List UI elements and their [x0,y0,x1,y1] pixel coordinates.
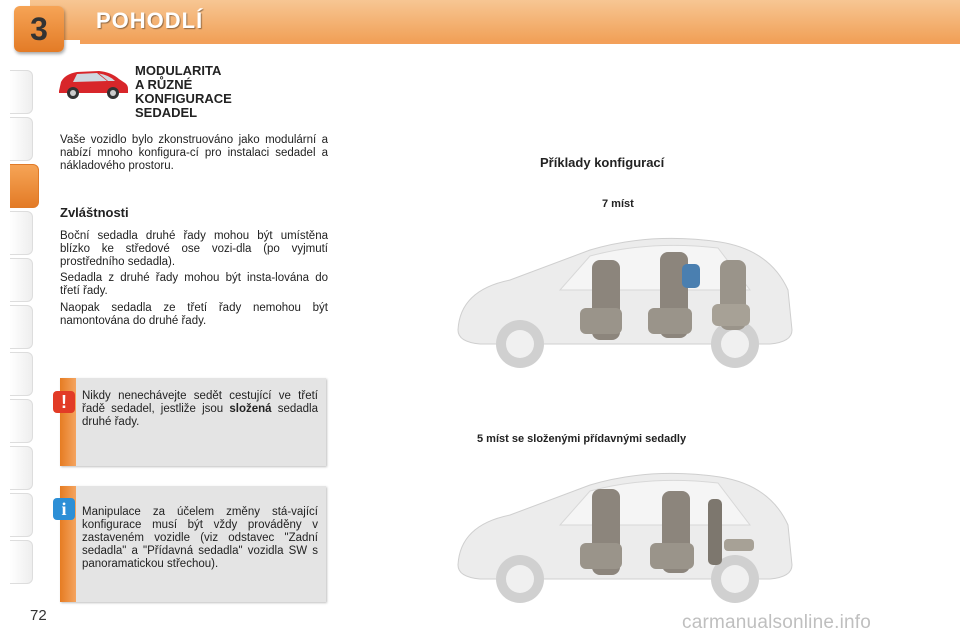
chapter-tab-active[interactable] [10,164,39,208]
exclamation-icon: ! [53,391,75,413]
configurations-title: Příklady konfigurací [540,155,665,170]
intro-paragraph: Vaše vozidlo bylo zkonstruováno jako modulární a nabízí mnoho konfigura-cí pro instalaci sedadel a nákladového prostoru. [60,134,328,172]
configuration-caption-5-seats: 5 míst se složenými přídavnými sedadly [477,433,687,445]
info-icon: i [53,498,75,520]
chapter-tab[interactable] [10,352,33,396]
chapter-tab[interactable] [10,258,33,302]
info-note-text: Manipulace za účelem změny stá-vající konfigurace musí být vždy prováděny v zastaveném vozidle (viz odstavec "Zadní sedadla" a "Přídavná sedadla" vozidla SW s panoramatickou střechou). [82,506,318,570]
chapter-title: POHODLÍ [96,8,204,33]
chapter-tabs [10,70,32,587]
configuration-caption-7-seats: 7 míst [602,198,634,210]
car-icon [55,65,130,101]
warning-note-text: Nikdy nenechávejte sedět cestující ve třetí řadě sedadel, jestliže jsou složená sedadla druhé řady. [82,390,319,428]
car-7-seats-illustration [450,220,800,370]
chapter-tab[interactable] [10,493,33,537]
chapter-tab[interactable] [10,117,33,161]
chapter-tab[interactable] [10,70,33,114]
section-title: MODULARITA A RŮZNÉ KONFIGURACE SEDADEL [135,63,232,120]
header-underline [80,40,960,44]
car-5-seats-illustration [450,455,800,605]
features-paragraph-2: Sedadla z druhé řady mohou být insta-lována do třetí řady. [60,272,328,297]
page-number: 72 [30,607,47,624]
chapter-tab[interactable] [10,305,33,349]
features-heading: Zvláštnosti [60,205,129,220]
warning-note [60,378,326,466]
chapter-badge: 3 [14,6,64,52]
chapter-tab[interactable] [10,540,33,584]
chapter-tab[interactable] [10,399,33,443]
info-note [60,486,326,602]
chapter-tab[interactable] [10,446,33,490]
features-paragraph-3: Naopak sedadla ze třetí řady nemohou být namontována do druhé řady. [60,302,328,327]
watermark: carmanualsonline.info [682,612,872,633]
chapter-tab[interactable] [10,211,33,255]
features-paragraph-1: Boční sedadla druhé řady mohou být umístěna blízko ke středové ose vozi-dla (po vyjmutí prostředního sedadla). [60,230,328,268]
